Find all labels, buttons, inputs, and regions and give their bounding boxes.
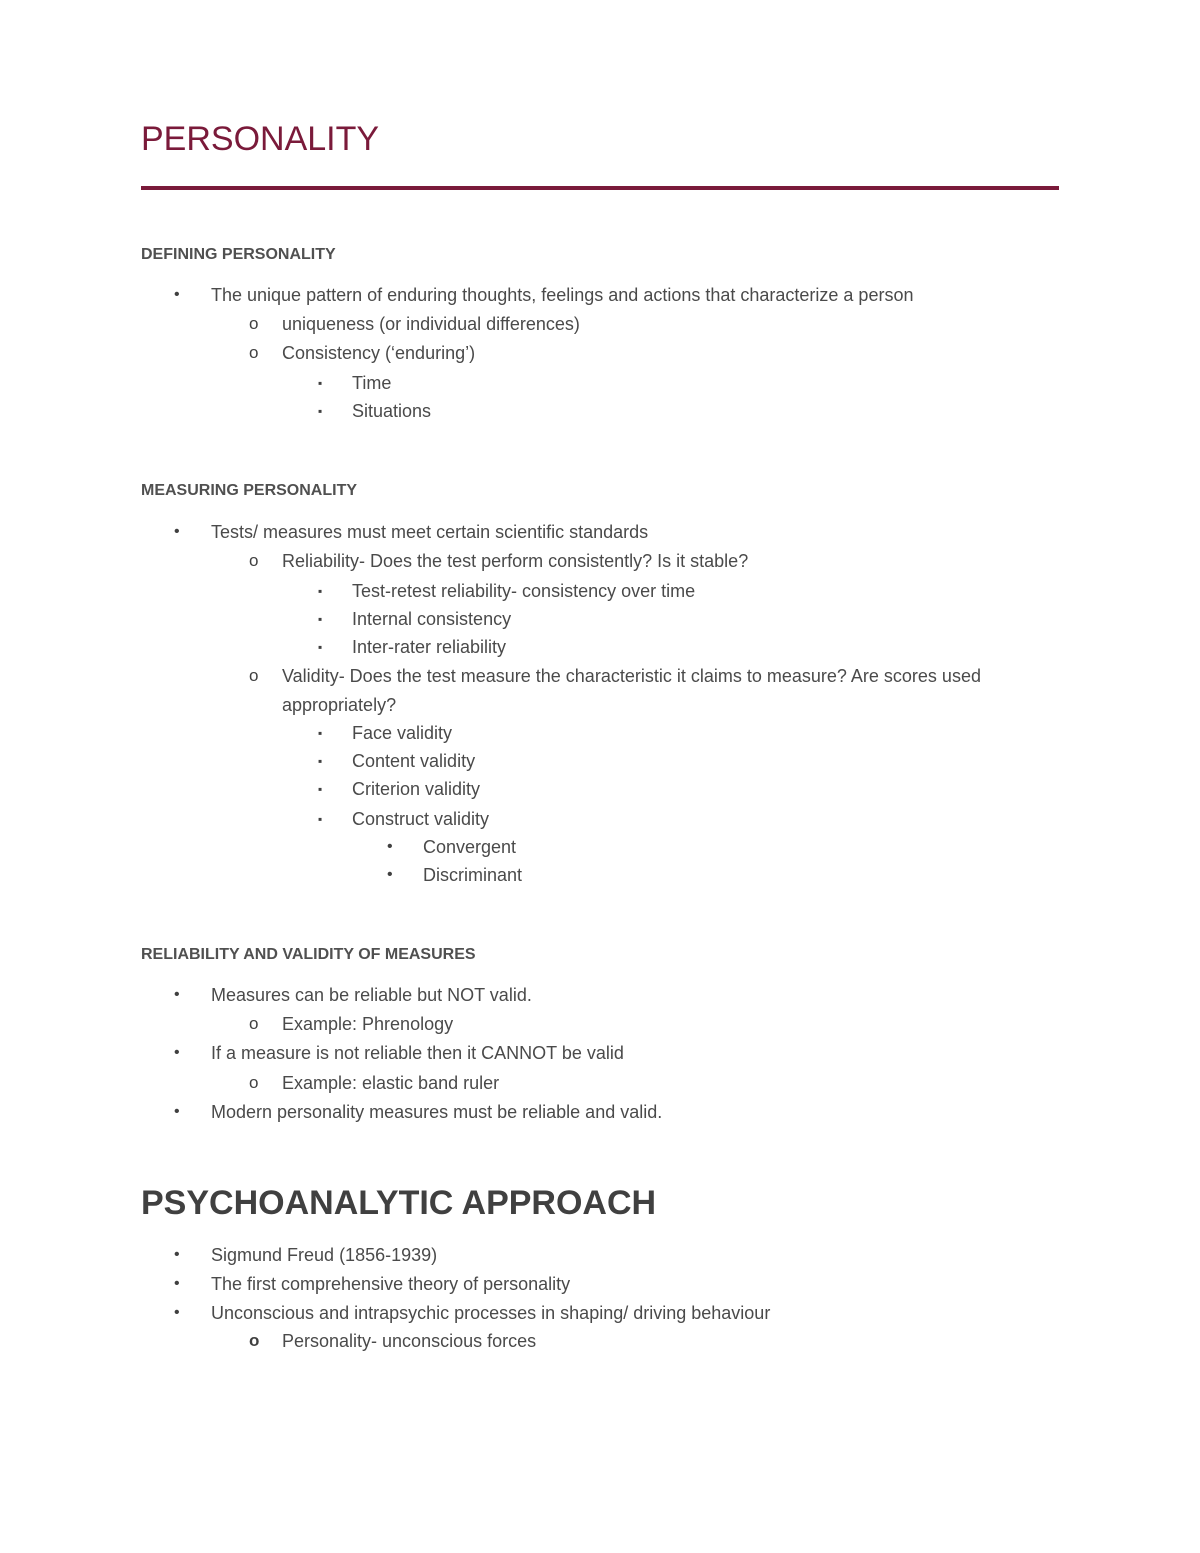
bullet-level1: •: [174, 1044, 180, 1061]
bullet-level3: ▪: [318, 612, 323, 626]
list-item: Sigmund Freud (1856-1939): [211, 1245, 438, 1265]
bullet-level2: o: [249, 551, 259, 570]
bullet-level1: •: [174, 986, 180, 1003]
bullet-level2: o: [249, 1073, 259, 1092]
title-rule: [141, 186, 1059, 190]
bullet-level3: ▪: [318, 782, 323, 796]
list-item: Personality- unconscious forces: [282, 1331, 537, 1351]
list-item: Measures can be reliable but NOT valid.: [211, 985, 532, 1005]
bullet-level3: ▪: [318, 404, 323, 418]
bullet-level3: ▪: [318, 812, 323, 826]
list-item: Validity- Does the test measure the characteristic it claims to measure? Are scores used: [282, 666, 981, 686]
list-item: Criterion validity: [352, 779, 481, 799]
list-item: The unique pattern of enduring thoughts, feelings and actions that characterize a person: [211, 285, 914, 305]
bullet-level1: •: [174, 523, 180, 540]
list-item: If a measure is not reliable then it CANNOT be valid: [211, 1043, 624, 1063]
bullet-level3: ▪: [318, 726, 323, 740]
bullet-level4: •: [387, 866, 393, 883]
list-item: Construct validity: [352, 809, 490, 829]
list-item: Internal consistency: [352, 609, 512, 629]
bullet-level3: ▪: [318, 584, 323, 598]
section-heading-defining: DEFINING PERSONALITY: [141, 246, 336, 263]
list-item: Unconscious and intrapsychic processes in shaping/ driving behaviour: [211, 1303, 771, 1323]
bullet-level3: ▪: [318, 754, 323, 768]
bullet-level2: o: [249, 1331, 260, 1350]
list-item: Consistency (‘enduring’): [282, 343, 476, 363]
list-item: Modern personality measures must be reliable and valid.: [211, 1102, 663, 1122]
bullet-level1: •: [174, 1103, 180, 1120]
section-heading-psychoanalytic: PSYCHOANALYTIC APPROACH: [141, 1184, 657, 1222]
bullet-level3: ▪: [318, 640, 323, 654]
list-item: Tests/ measures must meet certain scientific standards: [211, 522, 649, 542]
list-item-continuation: appropriately?: [282, 695, 397, 715]
list-item: Convergent: [423, 837, 517, 857]
list-item: Reliability- Does the test perform consistently? Is it stable?: [282, 551, 749, 571]
list-item: The first comprehensive theory of personality: [211, 1274, 571, 1294]
bullet-level2: o: [249, 314, 259, 333]
list-item: Inter-rater reliability: [352, 637, 507, 657]
list-item: Test-retest reliability- consistency over time: [352, 581, 696, 601]
list-item: Example: Phrenology: [282, 1014, 454, 1034]
bullet-level3: ▪: [318, 376, 323, 390]
bullet-level4: •: [387, 838, 393, 855]
list-item: Discriminant: [423, 865, 523, 885]
list-item: Example: elastic band ruler: [282, 1073, 500, 1093]
section-heading-reliability: RELIABILITY AND VALIDITY OF MEASURES: [141, 946, 476, 963]
bullet-level1: •: [174, 1275, 180, 1292]
bullet-level2: o: [249, 666, 259, 685]
bullet-level2: o: [249, 343, 259, 362]
list-item: Time: [352, 373, 392, 393]
bullet-level1: •: [174, 286, 180, 303]
list-item: Situations: [352, 401, 432, 421]
bullet-level1: •: [174, 1246, 180, 1263]
section-heading-measuring: MEASURING PERSONALITY: [141, 482, 358, 499]
bullet-level2: o: [249, 1014, 259, 1033]
list-item: uniqueness (or individual differences): [282, 314, 580, 334]
list-item: Face validity: [352, 723, 453, 743]
document-title: PERSONALITY: [141, 120, 380, 158]
list-item: Content validity: [352, 751, 476, 771]
bullet-level1: •: [174, 1304, 180, 1321]
